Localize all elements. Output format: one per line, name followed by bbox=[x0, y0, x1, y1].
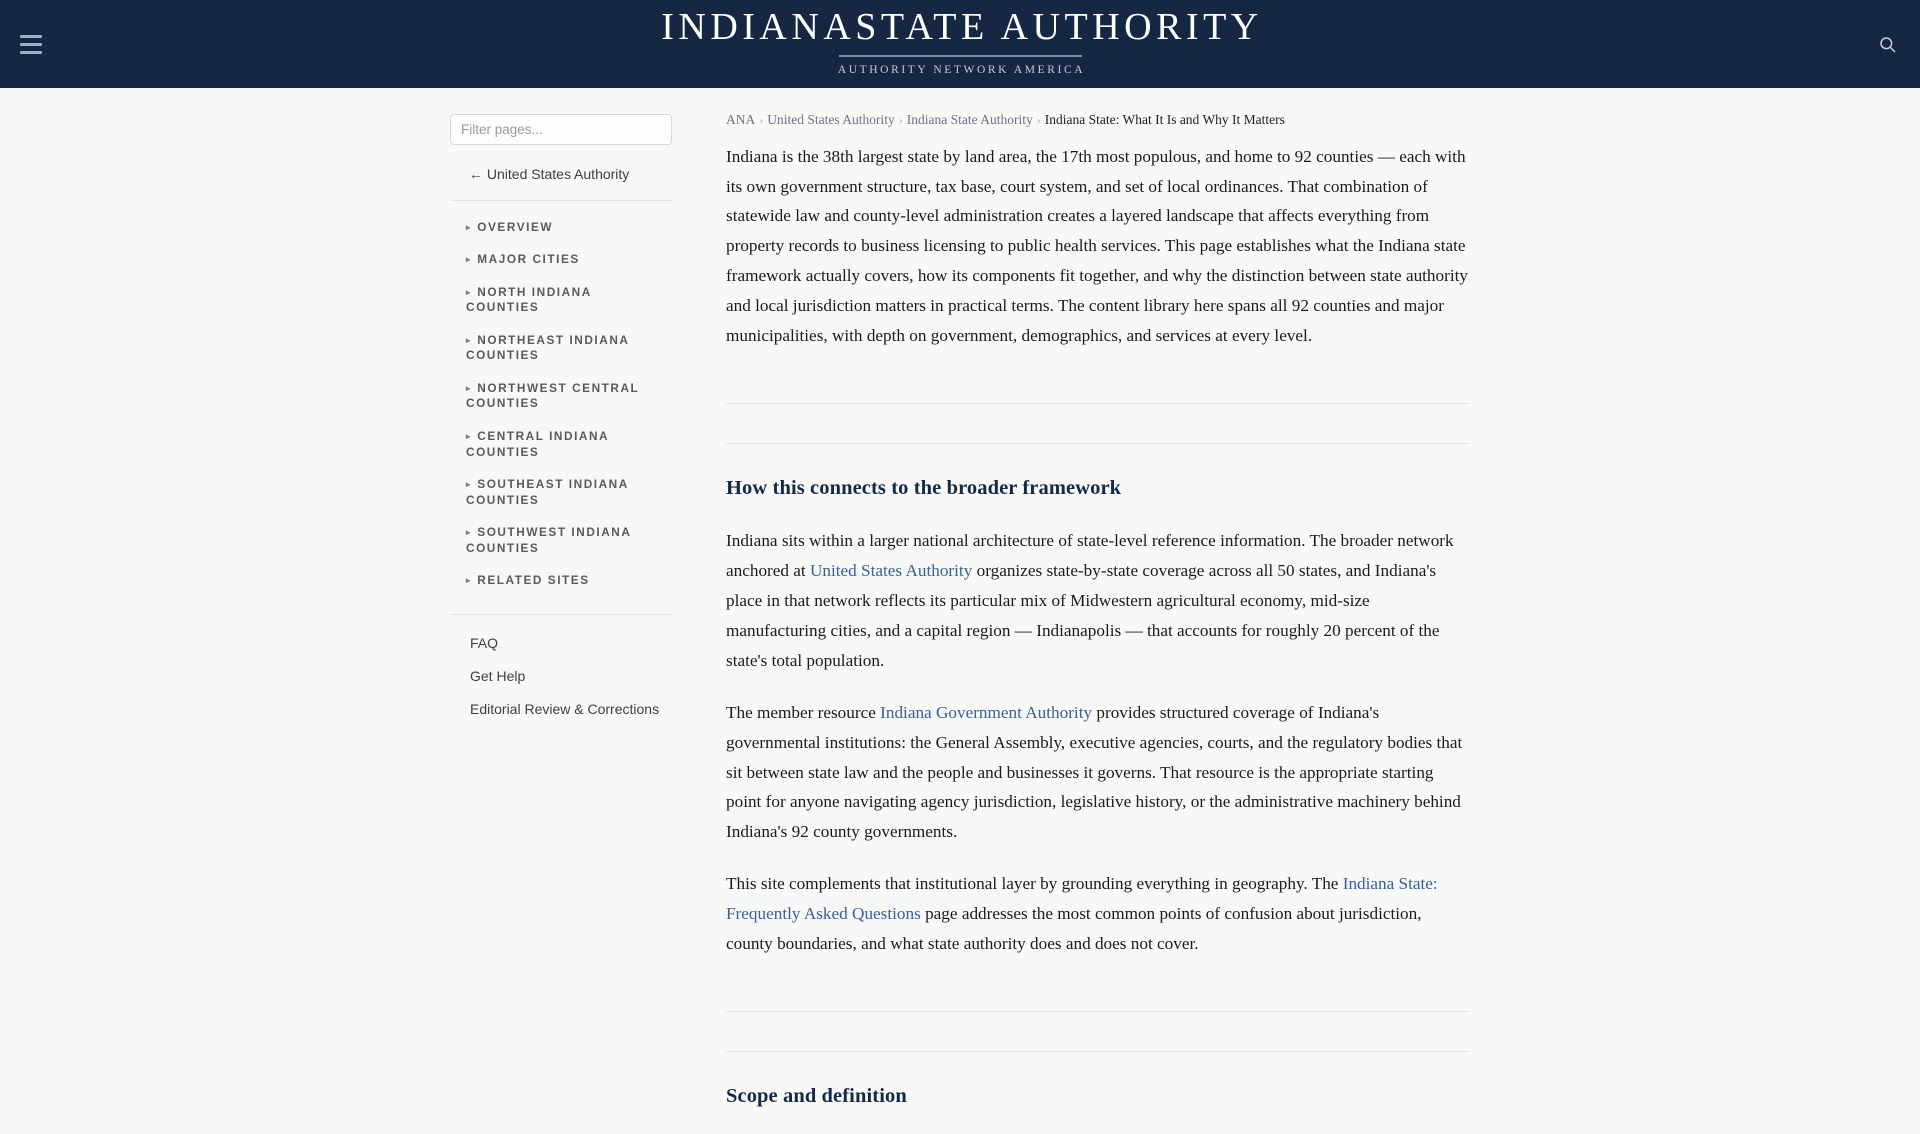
section-heading-scope: Scope and definition bbox=[726, 1085, 907, 1108]
page-body bbox=[0, 88, 1920, 1108]
site-title: INDIANASTATE AUTHORITY bbox=[661, 5, 1263, 48]
brand-divider bbox=[839, 55, 1082, 57]
chevron-right-icon: ▸ bbox=[466, 382, 471, 393]
rule-spacer bbox=[726, 444, 1470, 477]
main-content bbox=[726, 88, 1470, 1134]
breadcrumb-separator: › bbox=[759, 113, 764, 127]
breadcrumb-item-ana[interactable]: ANA bbox=[726, 112, 756, 127]
text-fragment: page addresses the most common points of confusion about jurisdiction, county boundaries, and what state authority does and does not cover. bbox=[726, 904, 1422, 954]
search-glyph bbox=[1878, 35, 1897, 54]
site-header bbox=[0, 0, 1920, 88]
intro-paragraph: Indiana is the 38th largest state by land area, the 17th most populous, and home to 92 counties — each with its own government structure, tax base, court system, and set of local ordinances. That combination of statewide law and county-level administration creates a layered landscape that affects everything from property records to business licensing to public health services. This page establishes what the Indiana state framework actually covers, how its components fit together, and why the distinction between state authority and local jurisdiction matters in practical terms. The content library here spans all 92 counties and major municipalities, with depth on government, demographics, and services at every level. bbox=[726, 146, 1468, 346]
sidebar-item-get-help[interactable]: Get Help bbox=[470, 668, 526, 685]
chevron-right-icon: ▸ bbox=[466, 334, 471, 345]
sidebar-item-label: MAJOR CITIES bbox=[477, 252, 580, 267]
sidebar-utility-nav bbox=[450, 615, 680, 726]
link-united-states-authority[interactable]: United States Authority bbox=[809, 560, 973, 580]
chevron-right-icon: ▸ bbox=[466, 479, 471, 490]
paragraph-member-resource bbox=[726, 698, 1470, 848]
rule-spacer bbox=[726, 373, 1470, 403]
breadcrumb-item-current: Indiana State: What It Is and Why It Matters bbox=[1044, 112, 1285, 127]
rule-spacer bbox=[726, 1012, 1470, 1051]
sidebar-nav bbox=[450, 201, 680, 597]
sidebar-item-southeast-indiana-counties[interactable] bbox=[450, 469, 665, 517]
search-icon[interactable] bbox=[1870, 27, 1904, 61]
text-fragment: Indiana sits within a larger national architecture of state-level reference information. The broader network anchored at bbox=[726, 531, 1454, 580]
breadcrumb-item-united-states-authority[interactable]: United States Authority bbox=[767, 112, 895, 127]
breadcrumb-item-indiana-state-authority[interactable]: Indiana State Authority bbox=[906, 112, 1033, 127]
hamburger-bar bbox=[20, 51, 42, 54]
sidebar-item-northwest-central-counties[interactable] bbox=[450, 372, 665, 420]
sidebar-item-label: NORTHWEST CENTRAL COUNTIES bbox=[466, 380, 640, 411]
link-indiana-government-authority[interactable]: Indiana Government Authority bbox=[880, 702, 1093, 722]
text-fragment: This site complements that institutional layer by grounding everything in geography. The bbox=[726, 874, 1343, 894]
paragraph-geography bbox=[726, 869, 1470, 959]
sidebar-item-label: RELATED SITES bbox=[477, 573, 590, 588]
site-subtitle: AUTHORITY NETWORK AMERICA bbox=[837, 63, 1086, 76]
section-heading-framework: How this connects to the broader framework bbox=[726, 477, 1122, 500]
breadcrumb-separator: › bbox=[898, 113, 903, 127]
sidebar-item-southwest-indiana-counties[interactable] bbox=[450, 517, 665, 565]
sidebar-item-major-cities[interactable] bbox=[450, 244, 665, 277]
chevron-right-icon: ▸ bbox=[466, 221, 471, 232]
sidebar-item-related-sites[interactable] bbox=[450, 565, 665, 598]
sidebar-item-editorial-review[interactable]: Editorial Review & Corrections bbox=[470, 701, 660, 718]
breadcrumb bbox=[726, 111, 1470, 129]
sidebar-item-label: CENTRAL INDIANA COUNTIES bbox=[466, 429, 609, 459]
back-to-parent-link[interactable]: ← United States Authority bbox=[469, 166, 630, 182]
sidebar-item-label: SOUTHWEST INDIANA COUNTIES bbox=[466, 525, 631, 555]
chevron-right-icon: ▸ bbox=[466, 254, 471, 265]
sidebar-item-northeast-indiana-counties[interactable] bbox=[450, 324, 665, 372]
hamburger-bar bbox=[20, 43, 42, 46]
link-indiana-state-faq[interactable]: Indiana State: Frequently Asked Questions bbox=[726, 874, 1438, 924]
chevron-right-icon: ▸ bbox=[466, 527, 471, 538]
sidebar-item-label: SOUTHEAST INDIANA COUNTIES bbox=[466, 477, 629, 507]
text-fragment: provides structured coverage of Indiana's governmental institutions: the General Assembly, executive agencies, courts, and the regulatory bodies that sit between state law and the people and businesses it governs. That resource is the appropriate starting point for anyone navigating agency jurisdiction, legislative history, or the administrative machinery behind Indiana's 92 county governments. bbox=[726, 702, 1463, 842]
hamburger-icon[interactable] bbox=[16, 28, 52, 60]
sidebar bbox=[450, 88, 680, 726]
chevron-right-icon: ▸ bbox=[466, 286, 471, 297]
sidebar-item-central-indiana-counties[interactable] bbox=[450, 421, 665, 469]
text-fragment: The member resource bbox=[726, 702, 881, 722]
paragraph-network bbox=[726, 526, 1470, 676]
chevron-right-icon: ▸ bbox=[466, 431, 471, 441]
chevron-right-icon: ▸ bbox=[466, 575, 471, 586]
sidebar-item-label: NORTH INDIANA COUNTIES bbox=[466, 284, 592, 315]
rule-spacer bbox=[726, 981, 1470, 1011]
filter-pages-input[interactable] bbox=[450, 114, 672, 145]
sidebar-item-label: OVERVIEW bbox=[477, 219, 554, 234]
hamburger-bar bbox=[20, 35, 42, 38]
sidebar-item-label: NORTHEAST INDIANA COUNTIES bbox=[466, 332, 630, 363]
site-brand[interactable] bbox=[657, 5, 1263, 81]
sidebar-item-north-indiana-counties[interactable] bbox=[450, 276, 665, 324]
text-fragment: organizes state-by-state coverage across all 50 states, and Indiana's place in that network reflects its particular mix of Midwestern agricultural economy, mid-size manufacturing cities, and a capital region — Indianapolis — that accounts for roughly 20 percent of the state's total population. bbox=[726, 560, 1440, 670]
breadcrumb-separator: › bbox=[1036, 113, 1041, 127]
rule-spacer bbox=[726, 404, 1470, 443]
sidebar-item-overview[interactable] bbox=[450, 211, 665, 244]
sidebar-item-faq[interactable]: FAQ bbox=[470, 635, 499, 652]
rule-spacer bbox=[726, 1052, 1470, 1085]
